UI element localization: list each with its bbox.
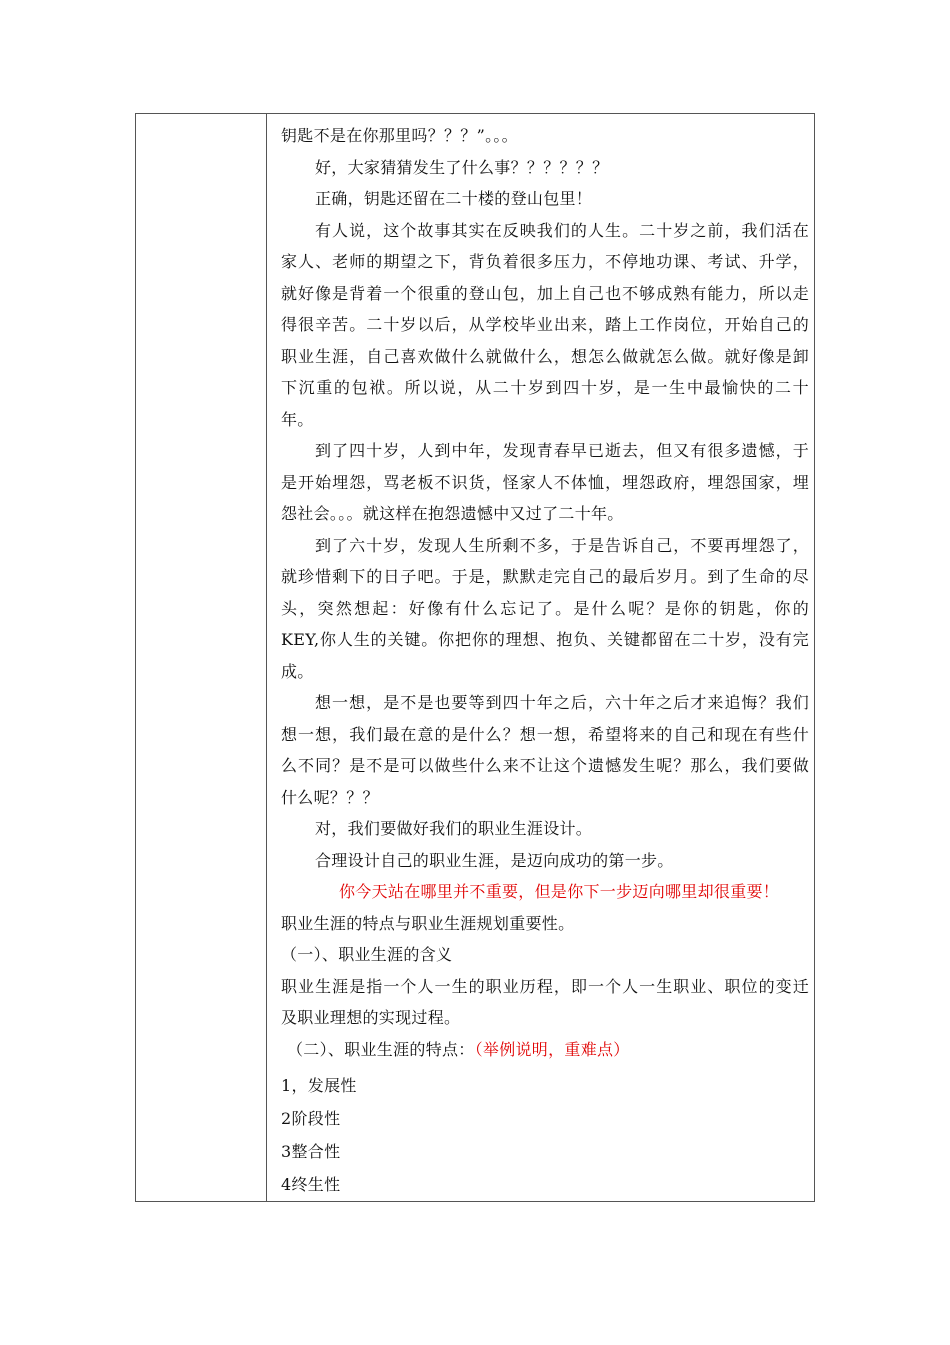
text-line: 有人说，这个故事其实在反映我们的人生。二十岁之前，我们活在 xyxy=(315,220,809,240)
subsection-heading: （一）、职业生涯的含义 xyxy=(281,945,453,964)
text-line: 想一想，我们最在意的是什么？想一想，希望将来的自己和现在有些什 xyxy=(281,724,809,744)
text-line: 就珍惜剩下的日子吧。于是，默默走完自己的最后岁月。到了生命的尽 xyxy=(281,567,809,586)
text-line: 职业生涯，自己喜欢做什么就做什么，想怎么做就怎么做。就好像是卸 xyxy=(281,346,809,366)
text-line: 好，大家猜猜发生了什么事？？？？？？ xyxy=(315,157,609,177)
emphasis-note: （举例说明，重难点） xyxy=(474,1039,630,1059)
list-item: 3整合性 xyxy=(281,1142,341,1161)
text-line: 得很辛苦。二十岁以后，从学校毕业出来，踏上工作岗位，开始自己的 xyxy=(281,315,809,334)
content-cell xyxy=(281,120,809,1201)
subsection-heading xyxy=(281,1034,809,1066)
text-line: 下沉重的包袱。所以说，从二十岁到四十岁，是一生中最愉快的二十 xyxy=(281,378,809,397)
lesson-table xyxy=(135,113,815,1202)
list-item: 2阶段性 xyxy=(281,1109,341,1128)
text-line: 合理设计自己的职业生涯，是迈向成功的第一步。 xyxy=(315,850,674,870)
subsection-heading-text: （二）、职业生涯的特点： xyxy=(287,1039,475,1059)
emphasis-quote: 你今天站在哪里并不重要，但是你下一步迈向哪里却很重要！ xyxy=(339,882,780,901)
text-line: 职业生涯是指一个人一生的职业历程，即一个人一生职业、职位的变迁 xyxy=(281,976,809,996)
left-column-cell xyxy=(136,114,267,1201)
text-line: 到了六十岁，发现人生所剩不多，于是告诉自己，不要再埋怨了， xyxy=(315,535,809,555)
text-line: 家人、老师的期望之下，背负着很多压力，不停地功课、考试、升学， xyxy=(281,252,809,271)
text-line: 什么呢？？？ xyxy=(281,787,379,807)
text-line: 想一想，是不是也要等到四十年之后，六十年之后才来追悔？我们 xyxy=(315,693,809,712)
text-line: 年。 xyxy=(281,409,314,429)
text-line: 成。 xyxy=(281,661,314,681)
text-line: 到了四十岁，人到中年，发现青春早已逝去，但又有很多遗憾，于 xyxy=(315,441,809,460)
text-line: 就好像是背着一个很重的登山包，加上自己也不够成熟有能力，所以走 xyxy=(281,283,809,303)
text-line: KEY,你人生的关键。你把你的理想、抱负、关键都留在二十岁，没有完 xyxy=(281,630,809,649)
text-line: 对，我们要做好我们的职业生涯设计。 xyxy=(315,819,593,838)
text-line: 正确，钥匙还留在二十楼的登山包里！ xyxy=(315,189,593,208)
text-line: 头，突然想起：好像有什么忘记了。是什么呢？是你的钥匙，你的 xyxy=(281,598,809,618)
text-line: 是开始埋怨，骂老板不识货，怪家人不体恤，埋怨政府，埋怨国家，埋 xyxy=(281,472,809,492)
text-line: 么不同？是不是可以做些什么来不让这个遗憾发生呢？那么，我们要做 xyxy=(281,756,809,775)
list-item: 4终生性 xyxy=(281,1175,341,1194)
list-item: 1，发展性 xyxy=(281,1076,357,1095)
section-heading: 职业生涯的特点与职业生涯规划重要性。 xyxy=(281,913,575,933)
text-line: 怨社会。。。就这样在抱怨遗憾中又过了二十年。 xyxy=(281,504,624,523)
text-line: 及职业理想的实现过程。 xyxy=(281,1008,461,1027)
text-line: 钥匙不是在你那里吗？？？”。。。 xyxy=(281,126,518,145)
